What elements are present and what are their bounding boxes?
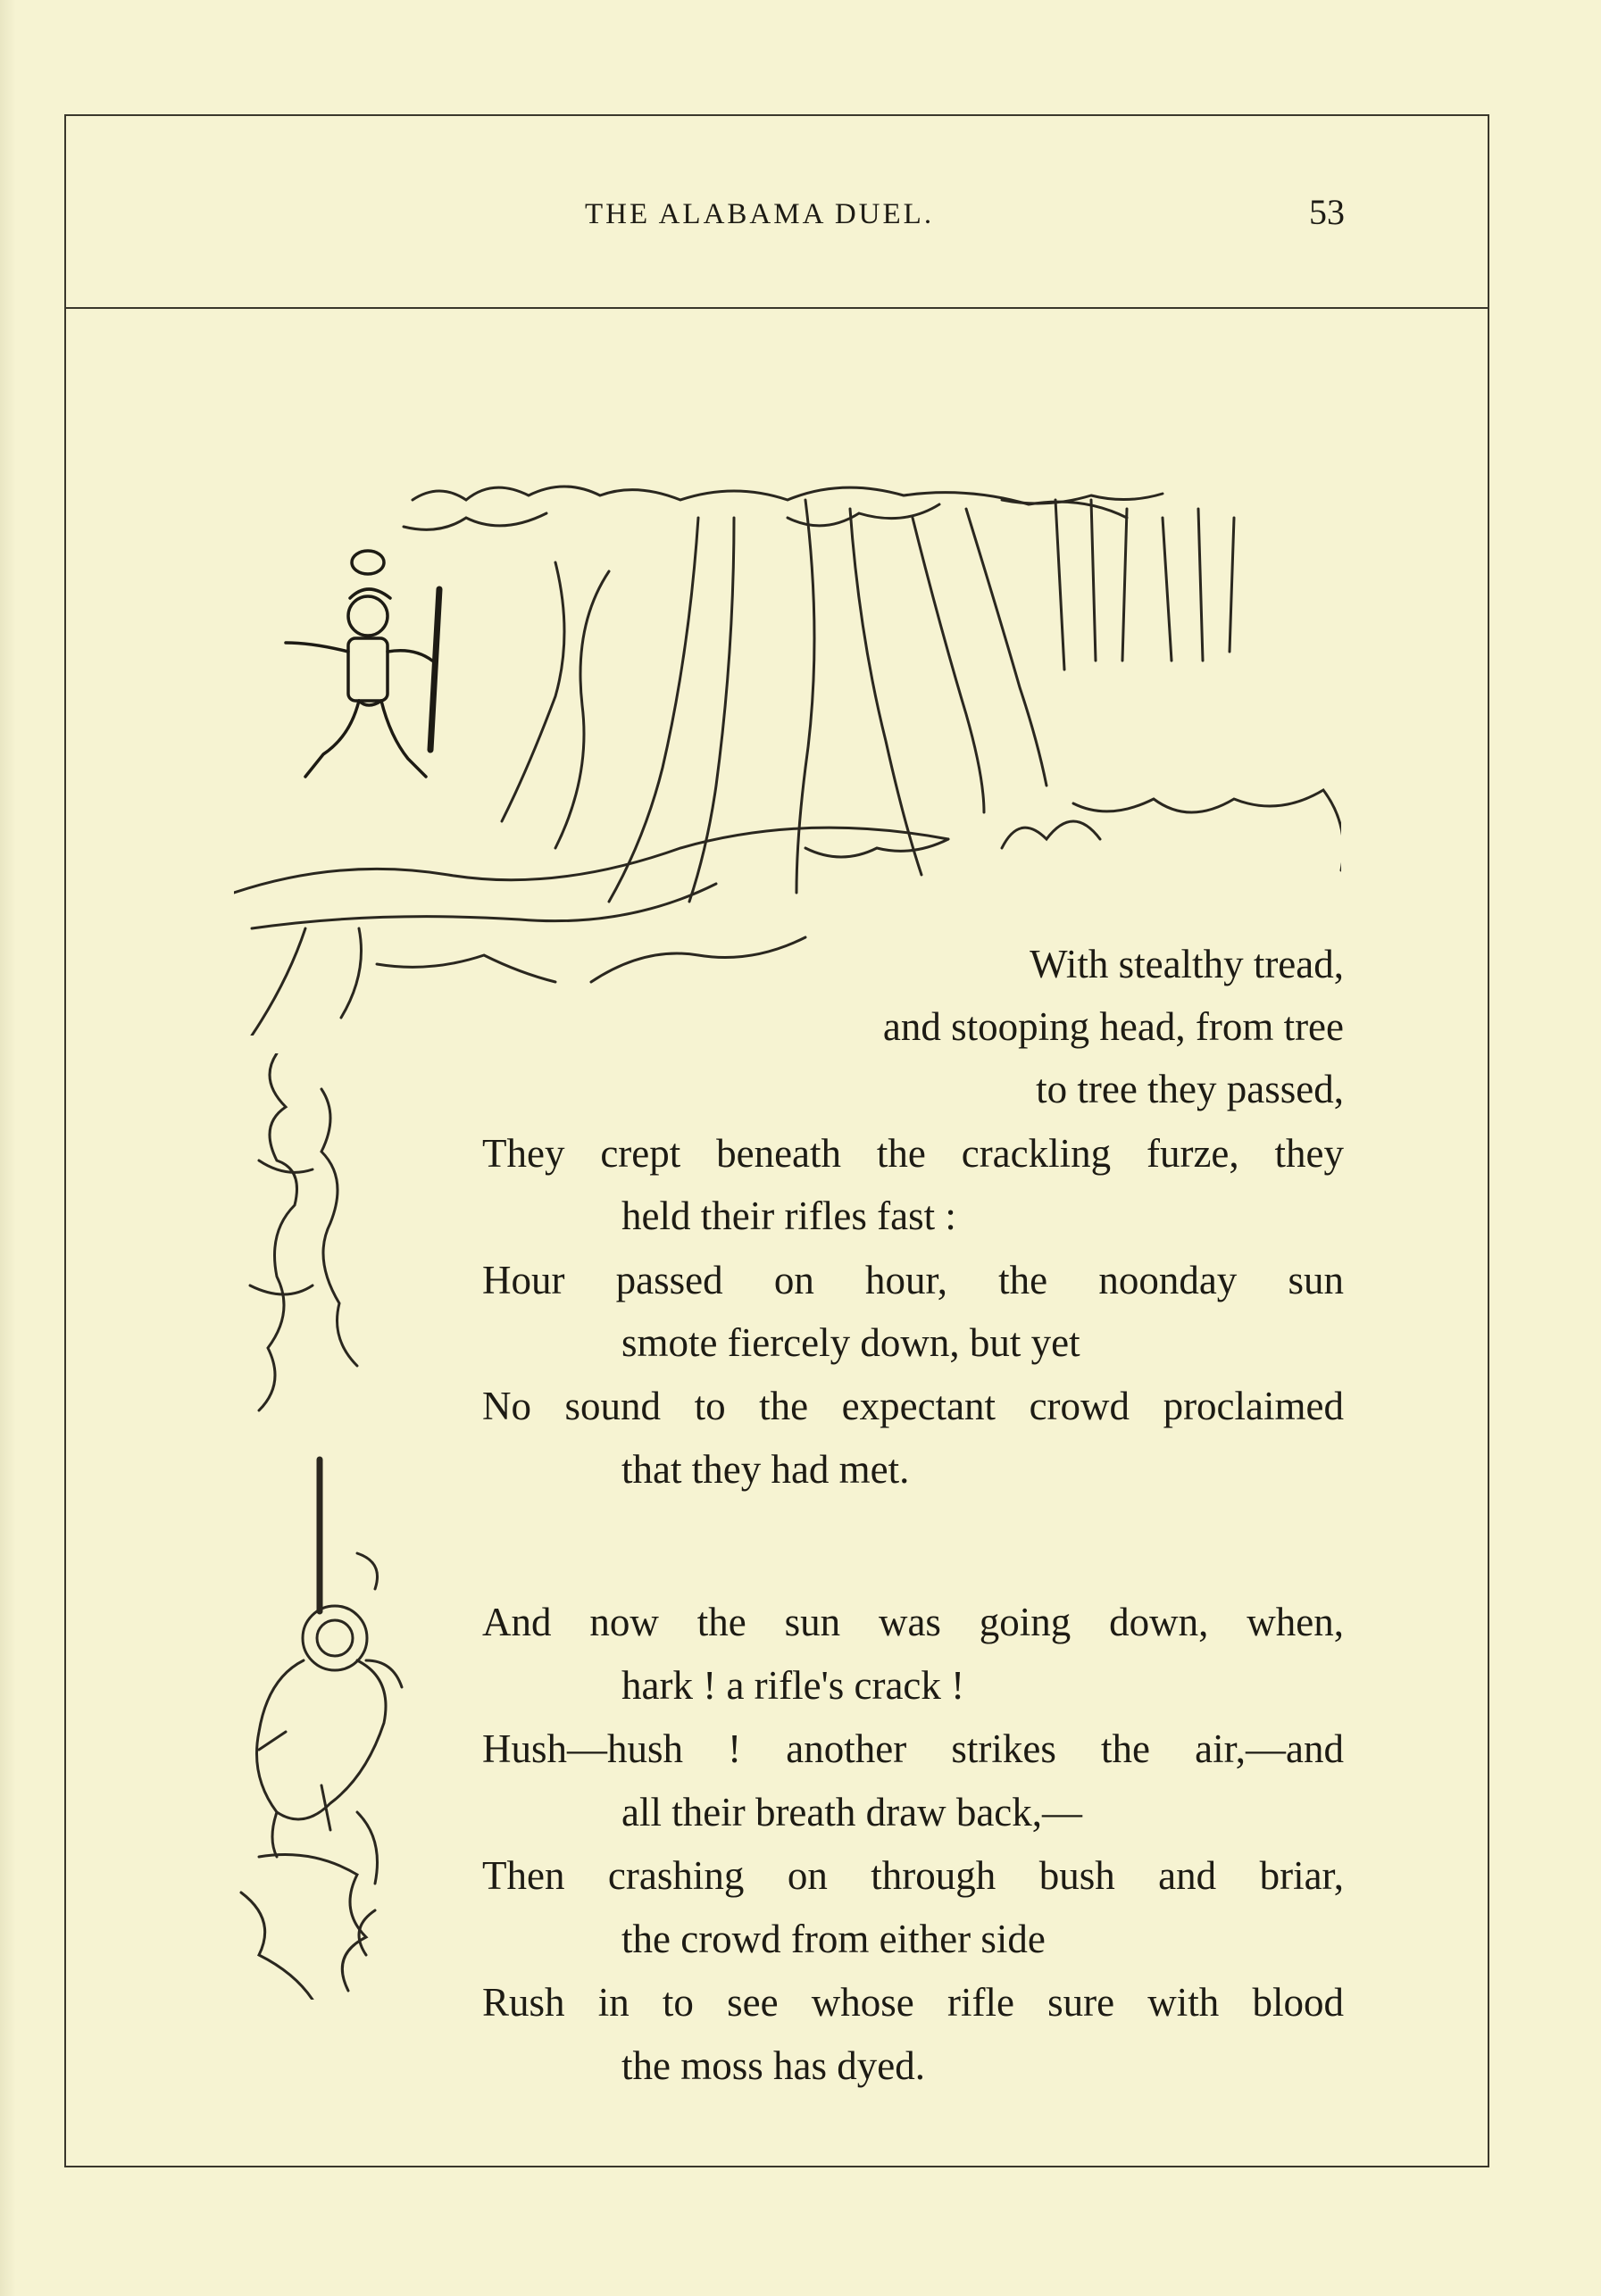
poem-line: all their breath draw back,— bbox=[621, 1790, 1083, 1834]
poem-line: Hush—hush ! another strikes the air,—and bbox=[482, 1726, 1344, 1771]
poem-line: the moss has dyed. bbox=[621, 2043, 925, 2088]
page-number: 53 bbox=[1309, 192, 1345, 232]
poem-line: With stealthy tread, bbox=[1030, 942, 1344, 986]
poem-line: the crowd from either side bbox=[621, 1917, 1046, 1961]
poem-line: And now the sun was going down, when, bbox=[482, 1600, 1344, 1644]
running-title: THE ALABAMA DUEL. bbox=[585, 198, 935, 230]
poem-line: Rush in to see whose rifle sure with blood bbox=[482, 1980, 1344, 2025]
poem-line: to tree they passed, bbox=[1036, 1067, 1344, 1111]
poem-line: smote fiercely down, but yet bbox=[621, 1320, 1080, 1365]
header-rule bbox=[64, 307, 1489, 309]
poem-line: that they had met. bbox=[621, 1447, 910, 1492]
poem-line: Then crashing on through bush and briar, bbox=[482, 1853, 1344, 1898]
poem-line: held their rifles fast : bbox=[621, 1194, 956, 1238]
book-spine-shadow bbox=[0, 0, 16, 2296]
poem-line: hark ! a rifle's crack ! bbox=[621, 1663, 965, 1708]
poem-line: They crept beneath the crackling furze, they bbox=[482, 1131, 1344, 1176]
poem-line: and stooping head, from tree bbox=[882, 1004, 1344, 1049]
poem-line: Hour passed on hour, the noonday sun bbox=[482, 1258, 1344, 1302]
hunter-figure-icon bbox=[286, 551, 439, 777]
poem-line: No sound to the expectant crowd proclaimed bbox=[482, 1384, 1344, 1428]
fallen-man-illustration bbox=[223, 1053, 491, 2000]
